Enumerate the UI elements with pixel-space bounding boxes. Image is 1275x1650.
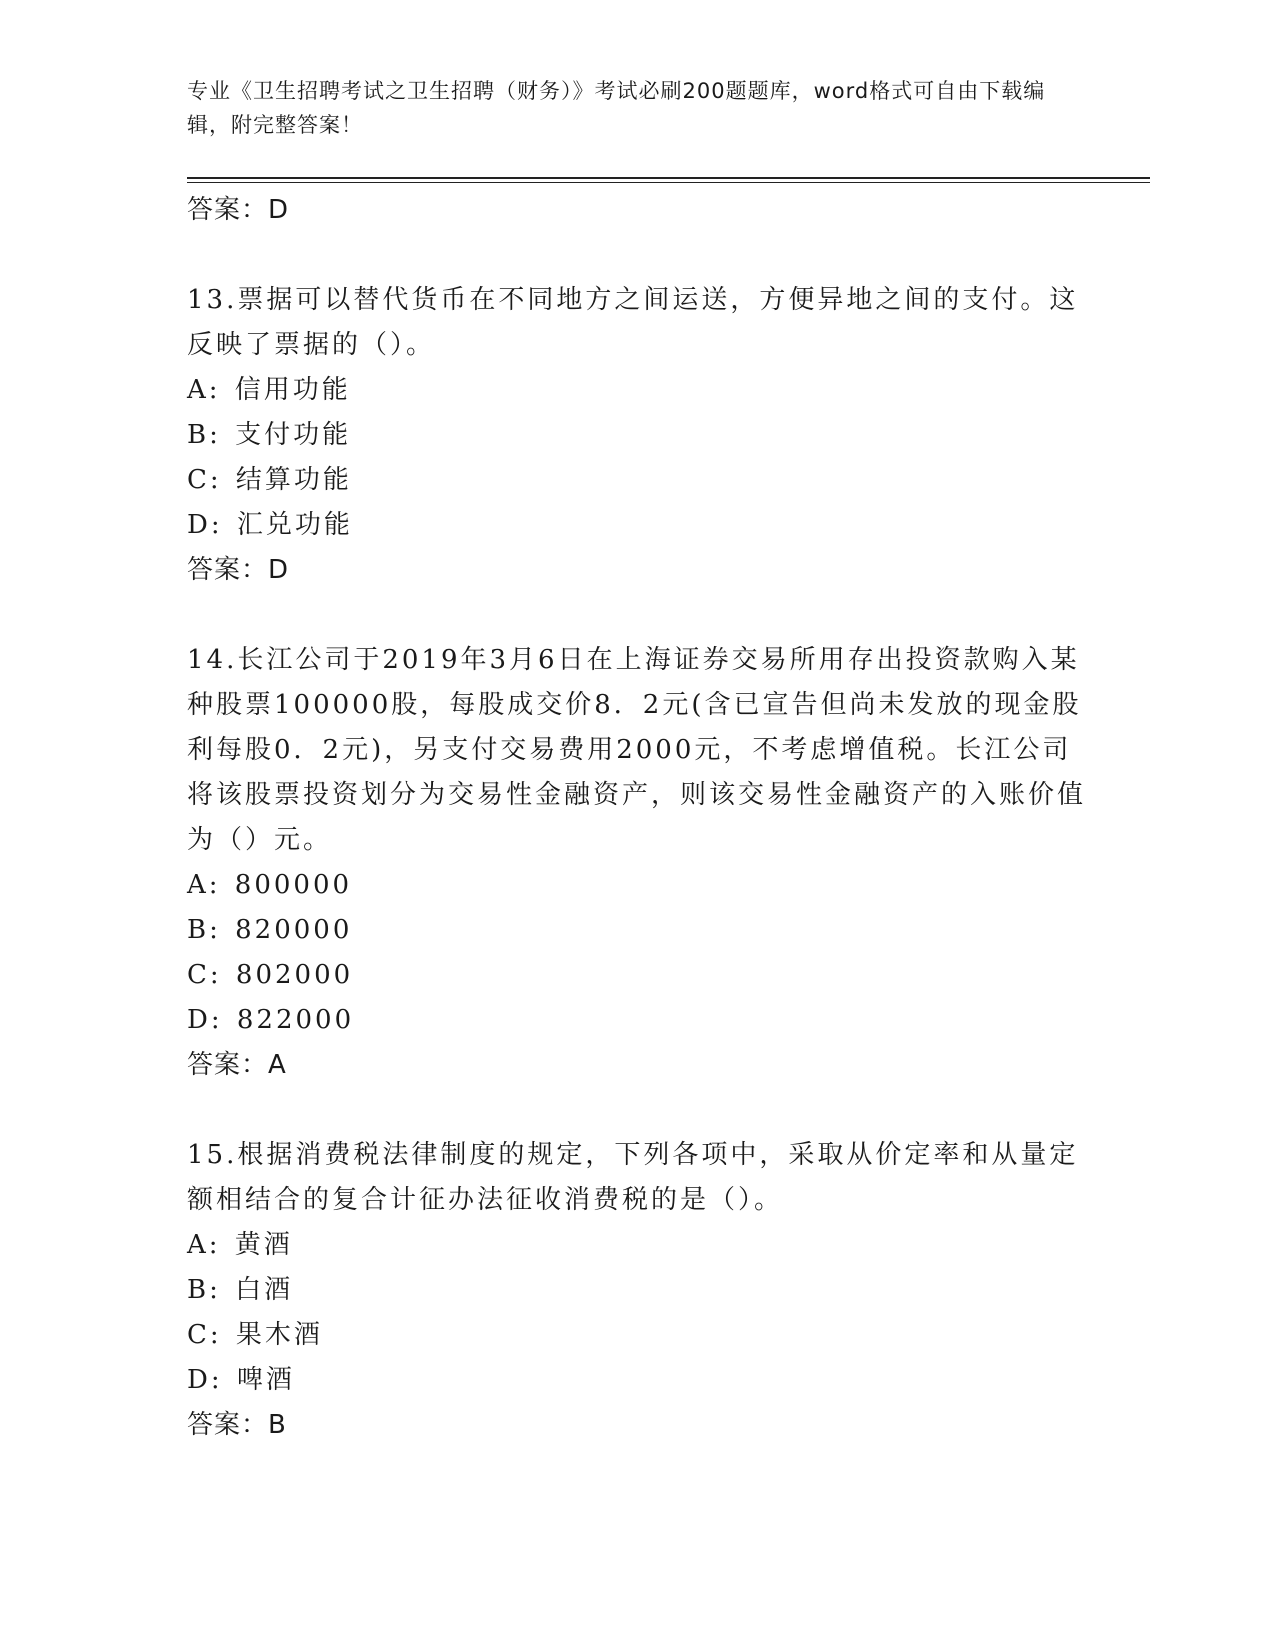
option-separator: : [210,1005,223,1035]
option-letter: D [187,510,211,540]
option-a [187,863,1087,908]
option-c [187,1313,1087,1358]
option-a [187,368,1087,413]
option-b [187,1268,1087,1313]
option-text: 820000 [235,915,353,945]
question-list [187,188,1087,1447]
option-b [187,413,1087,458]
question-stem: 14.长江公司于2019年3月6日在上海证券交易所用存出投资款购入某种股票100000股，每股成交价8．2元(含已宣告但尚未发放的现金股利每股0．2元)，另支付交易费用2000元，不考虑增值税。长江公司将该股票投资划分为交易性金融资产，则该交易性金融资产的入账价值为（）元。 [187,645,1087,855]
option-letter: B [187,915,210,945]
option-d [187,998,1087,1043]
question-stem: 13.票据可以替代货币在不同地方之间运送，方便异地之间的支付。这反映了票据的（）。 [187,285,1079,360]
option-letter: B [187,1275,210,1305]
option-separator: : [210,510,223,540]
option-letter: B [187,420,210,450]
option-text: 822000 [236,1005,355,1035]
question-stem: 15.根据消费税法律制度的规定，下列各项中，采取从价定率和从量定额相结合的复合计征办法征收消费税的是（）。 [187,1140,1079,1215]
answer-line: 答案：A [187,1050,287,1080]
option-letter: A [187,375,209,405]
option-text: 白酒 [235,1275,294,1305]
option-text: 结算功能 [235,465,352,495]
option-separator: : [209,960,222,990]
header-divider-thin [187,182,1150,183]
option-text: 802000 [235,960,354,990]
option-letter: A [187,1230,209,1260]
question-item [187,1133,1087,1447]
option-letter: D [187,1365,211,1395]
option-separator: : [209,465,222,495]
option-letter: A [187,870,209,900]
option-b [187,908,1087,953]
option-c [187,458,1087,503]
option-letter: D [187,1005,211,1035]
option-text: 800000 [234,870,353,900]
option-text: 黄酒 [234,1230,293,1260]
option-c [187,953,1087,998]
option-letter: C [187,1320,210,1350]
option-text: 啤酒 [236,1365,295,1395]
option-separator: : [210,1365,223,1395]
question-item [187,638,1087,1087]
option-letter: C [187,960,210,990]
option-separator: : [208,375,221,405]
option-a [187,1223,1087,1268]
question-item [187,278,1087,592]
option-text: 果木酒 [235,1320,323,1350]
option-d [187,503,1087,548]
option-separator: : [208,870,221,900]
option-separator: : [209,915,221,945]
option-separator: : [209,1275,221,1305]
option-letter: C [187,465,210,495]
page-header-title: 专业《卫生招聘考试之卫生招聘（财务）》考试必刷200题题库，word格式可自由下载编辑，附完整答案！ [187,79,1046,137]
option-separator: : [209,1320,222,1350]
option-text: 信用功能 [234,375,351,405]
option-d [187,1358,1087,1403]
option-text: 支付功能 [235,420,352,450]
option-separator: : [208,1230,221,1260]
answer-line: 答案：D [187,555,290,585]
answer-line: 答案：B [187,1410,287,1440]
option-text: 汇兑功能 [236,510,353,540]
option-separator: : [209,420,221,450]
answer-line: 答案：D [187,195,290,225]
header-divider-thick [187,177,1150,179]
